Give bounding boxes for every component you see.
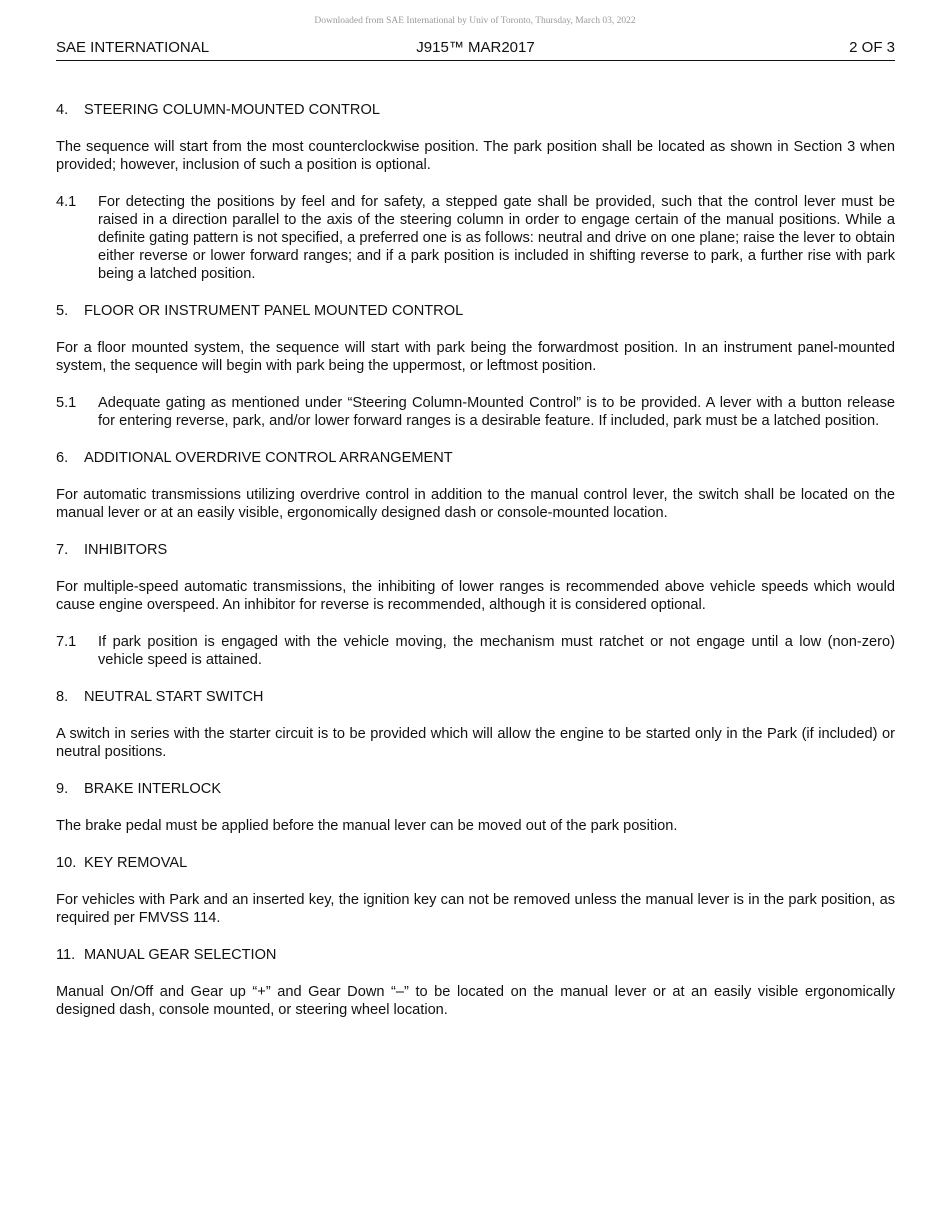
section-number: 11. — [56, 947, 76, 963]
subsection — [56, 633, 895, 669]
section-number: 7. — [56, 542, 69, 558]
section-number: 10. — [56, 855, 77, 871]
header-document-number: J915™ MAR2017 — [416, 39, 535, 56]
subsection-text: For detecting the positions by feel and for safety, a stepped gate shall be provided, such that the control lever must be raised in a direction parallel to the axis of the steering column in order to engage certain of the manual positions. While a definite gating pattern is not specified, a preferred one is as follows: neutral and drive on one plane; raise the lever to obtain either reverse or lower forward ranges; and if a park position is included in shifting reverse to park, a further rise with park being a latched position. — [98, 194, 895, 282]
section-title: ADDITIONAL OVERDRIVE CONTROL ARRANGEMENT — [84, 450, 453, 466]
subsection-number: 5.1 — [56, 395, 77, 411]
section-heading — [56, 780, 895, 798]
subsection-number: 4.1 — [56, 194, 77, 210]
subsection-number: 7.1 — [56, 634, 77, 650]
section-heading — [56, 302, 895, 320]
section-paragraph: For a floor mounted system, the sequence will start with park being the forwardmost position. In an instrument panel-mounted system, the sequence will begin with park being the uppermost, or leftmost position. — [56, 340, 895, 374]
section-heading — [56, 688, 895, 706]
section-heading — [56, 541, 895, 559]
section-title: MANUAL GEAR SELECTION — [84, 947, 277, 963]
section-title: NEUTRAL START SWITCH — [84, 689, 264, 705]
section-title: STEERING COLUMN-MOUNTED CONTROL — [84, 102, 380, 118]
download-watermark: Downloaded from SAE International by Univ of Toronto, Thursday, March 03, 2022 — [314, 16, 636, 26]
section-paragraph: Manual On/Off and Gear up “+” and Gear Down “–” to be located on the manual lever or at an easily visible ergonomically designed dash, console mounted, or steering wheel location. — [56, 984, 895, 1018]
section-heading — [56, 854, 895, 872]
section-number: 9. — [56, 781, 69, 797]
section-title: FLOOR OR INSTRUMENT PANEL MOUNTED CONTROL — [84, 303, 464, 319]
section-number: 6. — [56, 450, 69, 466]
section-number: 4. — [56, 102, 69, 118]
section-title: BRAKE INTERLOCK — [84, 781, 222, 797]
section-paragraph: The sequence will start from the most counterclockwise position. The park position shall be located as shown in Section 3 when provided; however, inclusion of such a position is optional. — [56, 139, 895, 173]
section-heading — [56, 946, 895, 964]
section-heading — [56, 101, 895, 119]
section-title: INHIBITORS — [84, 542, 168, 558]
subsection — [56, 193, 895, 283]
subsection-text: If park position is engaged with the vehicle moving, the mechanism must ratchet or not engage until a low (non-zero) vehicle speed is attained. — [98, 634, 895, 668]
document-body — [56, 101, 895, 1038]
subsection-text: Adequate gating as mentioned under “Steering Column-Mounted Control” is to be provided. A lever with a button release for entering reverse, park, and/or lower forward ranges is a desirable feature. If included, park must be a latched position. — [98, 395, 895, 429]
section-title: KEY REMOVAL — [84, 855, 188, 871]
section-number: 5. — [56, 303, 69, 319]
header-page-number: 2 OF 3 — [849, 39, 895, 56]
section-paragraph: A switch in series with the starter circuit is to be provided which will allow the engine to be started only in the Park (if included) or neutral positions. — [56, 726, 895, 760]
section-heading — [56, 449, 895, 467]
page-header — [56, 38, 895, 61]
header-organization: SAE INTERNATIONAL — [56, 39, 210, 56]
section-paragraph: For automatic transmissions utilizing overdrive control in addition to the manual control lever, the switch shall be located on the manual lever or at an easily visible, ergonomically designed dash or console-mounted location. — [56, 487, 895, 521]
section-paragraph: For multiple-speed automatic transmissions, the inhibiting of lower ranges is recommended above vehicle speeds which would cause engine overspeed. An inhibitor for reverse is recommended, although it is considered optional. — [56, 579, 895, 613]
section-paragraph: The brake pedal must be applied before the manual lever can be moved out of the park position. — [56, 818, 678, 834]
section-number: 8. — [56, 689, 69, 705]
section-paragraph: For vehicles with Park and an inserted key, the ignition key can not be removed unless the manual lever is in the park position, as required per FMVSS 114. — [56, 892, 895, 926]
subsection — [56, 394, 895, 430]
